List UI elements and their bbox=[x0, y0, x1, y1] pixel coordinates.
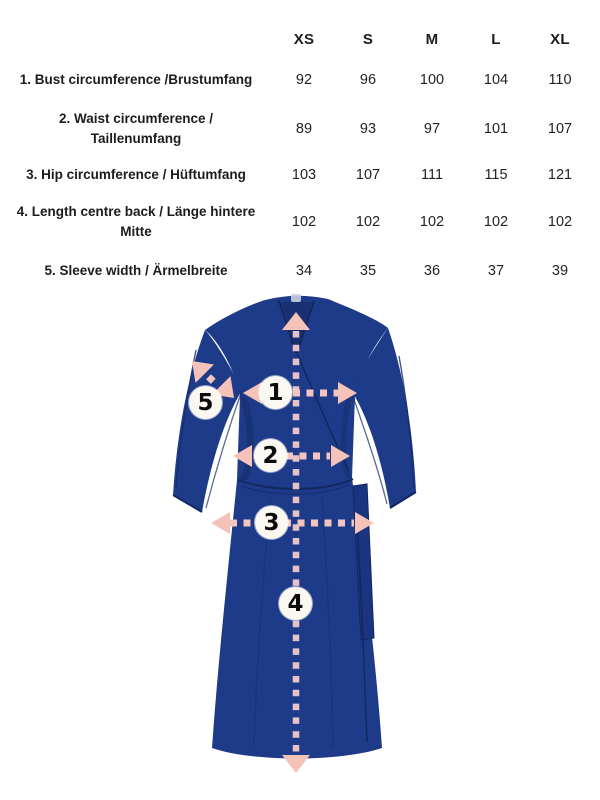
value-cell: 96 bbox=[359, 72, 377, 88]
row-label-text: 5. Sleeve width / Ärmelbreite bbox=[44, 262, 228, 278]
header-cell-xs: XS bbox=[293, 30, 315, 48]
value-cell: 102 bbox=[291, 214, 317, 230]
table-row-bust bbox=[0, 56, 600, 104]
hanger-loop bbox=[291, 294, 301, 302]
table-row-length bbox=[0, 196, 600, 248]
value-cell: 93 bbox=[359, 121, 377, 137]
value-cell: 101 bbox=[483, 121, 509, 137]
value-cell: 121 bbox=[547, 167, 573, 183]
header-cell-m: M bbox=[425, 30, 439, 48]
value-cell: 97 bbox=[423, 121, 441, 137]
header-spacer bbox=[0, 22, 272, 56]
value-cell: 107 bbox=[547, 121, 573, 137]
measurement-marker-sleeve: 5 bbox=[189, 386, 222, 419]
value-cell: 89 bbox=[295, 121, 313, 137]
value-cell: 102 bbox=[547, 214, 573, 230]
dress-measurement-diagram bbox=[150, 290, 450, 800]
value-cell: 103 bbox=[291, 167, 317, 183]
measurement-marker-hip: 3 bbox=[255, 506, 288, 539]
row-label bbox=[0, 154, 272, 196]
value-cell: 102 bbox=[355, 214, 381, 230]
row-label-text: 4. Length centre back / Länge hintere Mitte bbox=[16, 203, 256, 239]
value-cell: 111 bbox=[420, 167, 444, 183]
table-row-hip bbox=[0, 154, 600, 196]
measurement-marker-bust: 1 bbox=[259, 376, 292, 409]
row-label bbox=[0, 248, 272, 294]
table-row-sleeve bbox=[0, 248, 600, 294]
value-cell: 35 bbox=[359, 263, 377, 279]
row-label bbox=[0, 196, 272, 248]
row-label-text: 3. Hip circumference / Hüftumfang bbox=[26, 166, 246, 182]
row-label-text: 2. Waist circumference / Taillenumfang bbox=[58, 110, 214, 146]
value-cell: 92 bbox=[295, 72, 313, 88]
value-cell: 36 bbox=[423, 263, 441, 279]
value-cell: 115 bbox=[484, 167, 508, 183]
value-cell: 110 bbox=[548, 72, 572, 88]
value-cell: 34 bbox=[295, 263, 313, 279]
row-label-text: 1. Bust circumference /Brustumfang bbox=[19, 71, 253, 87]
value-cell: 102 bbox=[419, 214, 445, 230]
header-cell-xl: XL bbox=[550, 30, 570, 48]
measurement-marker-waist: 2 bbox=[254, 439, 287, 472]
value-cell: 37 bbox=[487, 263, 505, 279]
value-cell: 107 bbox=[355, 167, 381, 183]
row-label bbox=[0, 104, 272, 154]
value-cell: 102 bbox=[483, 214, 509, 230]
value-cell: 100 bbox=[419, 72, 445, 88]
header-cell-s: S bbox=[362, 30, 374, 48]
value-cell: 104 bbox=[483, 72, 509, 88]
table-row-waist bbox=[0, 104, 600, 154]
length-arrow-down bbox=[282, 755, 310, 773]
header-cell-l: L bbox=[491, 30, 501, 48]
size-chart-table bbox=[0, 0, 600, 294]
size-chart-header-row bbox=[0, 22, 600, 56]
measurement-marker-length: 4 bbox=[279, 587, 312, 620]
value-cell: 39 bbox=[551, 263, 569, 279]
hip-arrow-left bbox=[211, 512, 230, 534]
row-label bbox=[0, 56, 272, 104]
dress-illustration bbox=[150, 290, 450, 800]
